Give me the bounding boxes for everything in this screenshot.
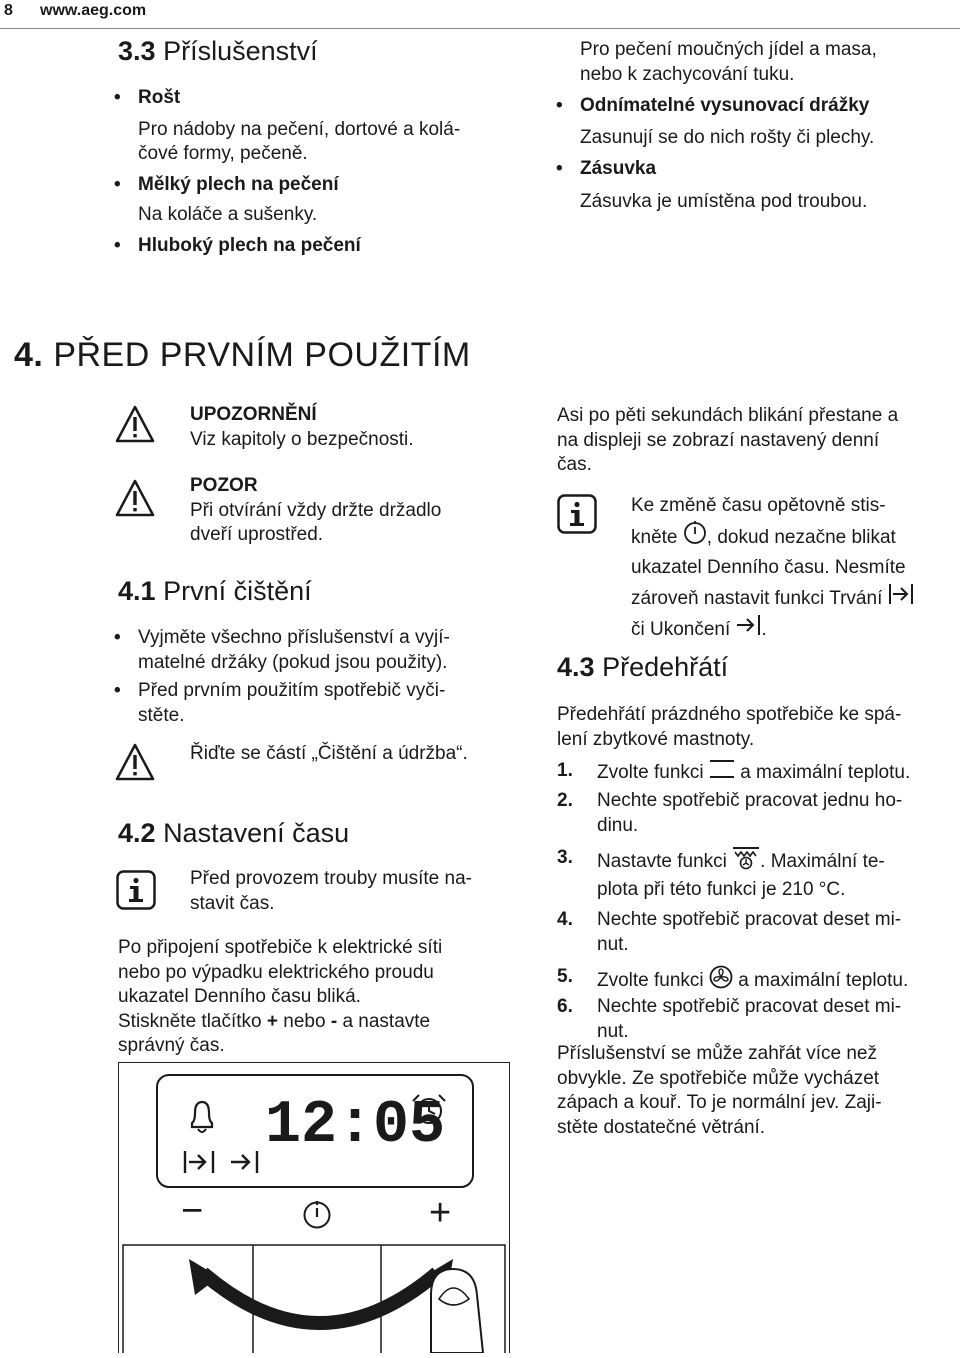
text: plota při této funkci je 210 °C. [597,878,846,900]
info-icon [116,870,156,910]
text: , dokud nezačne blikat [706,526,896,548]
para-line: nebo po výpadku elektrického proudu [118,961,434,983]
para-line: Po připojení spotřebiče k elektrické síti [118,937,443,958]
chapter-title-text: PŘED PRVNÍM POUŽITÍM [53,336,471,374]
para-line: správný čas. [118,1035,225,1056]
preheat-outro [557,1042,957,1140]
desc-line: Zasunují se do nich rošty či plechy. [580,126,875,148]
para-line: lení zbytkové mastnoty. [557,728,755,750]
text: Nechte spotřebič pracovat deset mi- [597,909,902,930]
preheat-steps [557,759,960,1044]
chapter-number: 4. [14,336,44,374]
info-line: Ke změně času opětovně stis- [631,495,886,516]
step-item [557,965,960,995]
section-title-text: Příslušenství [163,36,318,66]
time-info-block [190,867,530,916]
desc-line: Pro pečení moučných jídel a masa, [580,39,877,60]
bullet-icon: • [114,234,121,256]
caution-line: Při otvírání vždy držte držadlo [190,499,442,521]
list-item [114,173,538,198]
para-line: zápach a kouř. To je normální jev. Zaji- [557,1092,882,1113]
bullet-icon: • [114,627,121,648]
cleaning-bullets [114,626,538,728]
text: nut. [597,1020,629,1042]
bullet-icon: • [114,173,121,195]
section-title-text: Nastavení času [163,818,350,848]
section-number: 4.3 [557,652,595,682]
desc-line: čové formy, pečeně. [138,143,308,164]
desc-line: nebo k zachycování tuku. [580,63,795,85]
item-label: Hluboký plech na pečení [138,234,361,256]
text: nut. [597,933,629,955]
text: a maximální teplotu. [734,761,911,783]
item-desc [580,190,960,215]
info-icon [557,494,597,534]
control-panel-drawing [119,1063,509,1353]
bullet-line: matelné držáky (pokud jsou použity). [138,651,448,673]
warning-text: Viz kapitoly o bezpečnosti. [190,428,414,450]
desc-line: Pro nádoby na pečení, dortové a kolá- [138,118,461,140]
step-item [557,995,960,1044]
bullet-line: Vyjměte všechno příslušenství a vyjí- [138,627,450,648]
true-fan-icon [709,965,733,997]
section-4-3-title [557,652,728,683]
info-line [631,583,960,615]
preheat-intro [557,703,957,752]
time-blink-paragraph [557,404,957,478]
control-panel-illustration [118,1062,510,1353]
warning-block [190,403,530,452]
item-label: Rošt [138,87,181,108]
item-desc [580,38,960,87]
caution-block [190,474,530,548]
bullet-line: stěte. [138,704,185,726]
list-item [114,626,538,675]
text: nebo [278,1010,331,1032]
end-time-icon [231,1151,257,1173]
plus-symbol: + [266,1010,279,1032]
clock-button-icon[interactable] [305,1201,330,1228]
text: a nastavte [337,1010,431,1032]
step-item [557,846,960,902]
accessory-list-right [556,38,960,214]
text: kněte [631,526,683,548]
item-desc [580,126,960,151]
step-number: 1. [557,760,573,781]
duration-icon [185,1151,213,1173]
bullet-icon: • [114,680,121,701]
section-4-1-title [118,576,312,607]
plus-button[interactable]: + [429,1192,452,1234]
list-item [556,94,960,119]
section-number: 4.1 [118,576,156,606]
step-number: 6. [557,996,573,1017]
section-number: 3.3 [118,36,156,66]
caution-title: POZOR [190,475,258,496]
chapter-4-title [14,336,471,375]
bullet-icon: • [556,158,563,179]
step-item [557,789,960,838]
para-line: Předehřátí prázdného spotřebiče ke spá- [557,704,902,725]
fan-grill-icon [732,846,760,878]
text: Nastavte funkci [597,850,733,872]
text: . Maximální te- [760,850,885,872]
info-line [631,521,960,555]
text: . [761,618,767,640]
step-item [557,759,960,789]
info-line: Před provozem trouby musíte na- [190,868,472,889]
step-number: 4. [557,909,573,930]
text: Nechte spotřebič pracovat jednu ho- [597,790,903,811]
item-desc [138,118,538,167]
end-time-icon [736,614,762,646]
para-line [118,1010,518,1035]
page-number: 8 [4,2,13,19]
item-label: Odnímatelné vysunovací drážky [580,95,870,116]
para-line: Příslušenství se může zahřát více než [557,1043,877,1064]
section-4-2-title [118,818,349,849]
info-line: ukazatel Denního času. Nesmíte [631,557,906,578]
time-digits: 12:05 [265,1092,446,1160]
bell-icon [192,1102,212,1132]
para-line: Asi po pěti sekundách blikání přestane a [557,405,899,426]
info-line: stavit čas. [190,892,275,914]
clock-button-icon [683,521,707,555]
warning-triangle-icon [114,742,156,782]
minus-button[interactable]: − [181,1190,204,1232]
step-number: 2. [557,790,573,811]
warning-triangle-icon [114,404,156,444]
text: Nechte spotřebič pracovat deset mi- [597,996,902,1017]
time-display [265,1092,445,1160]
para-line: obvykle. Ze spotřebiče může vycházet [557,1067,880,1089]
minus-symbol: - [330,1010,338,1032]
bullet-line: Před prvním použitím spotřebič vyči- [138,680,446,701]
text: Zvolte funkci [597,969,709,991]
bullet-icon: • [114,87,121,108]
section-3-3-title [118,36,318,67]
cleaning-warning-text: Řiďte se částí „Čištění a údržba“. [190,743,468,764]
duration-icon [888,583,914,615]
list-item [556,157,960,182]
para-line: stěte dostatečné větrání. [557,1116,766,1138]
accessory-list-left [114,86,538,258]
finger-icon [431,1269,483,1353]
text: dinu. [597,814,639,836]
section-title-text: Předehřátí [602,652,729,682]
text: a maximální teplotu. [732,969,909,991]
text: či Ukončení [631,618,736,640]
item-desc [138,203,538,228]
item-label: Mělký plech na pečení [138,173,339,195]
para-line: na displeji se zobrazí nastavený denní [557,429,880,451]
section-title-text: První čištění [163,576,312,606]
desc-line: Zásuvka je umístěna pod troubou. [580,190,868,212]
info-line [631,614,960,646]
site-url: www.aeg.com [40,2,147,19]
time-change-info [631,492,960,646]
bullet-icon: • [556,95,563,116]
text: Stiskněte tlačítko [118,1010,267,1032]
list-item [114,679,538,728]
item-label: Zásuvka [580,158,657,179]
list-item [114,234,538,259]
step-number: 5. [557,966,573,987]
step-item [557,908,960,957]
caution-triangle-icon [114,478,156,518]
header-divider [0,28,960,29]
step-number: 3. [557,847,573,868]
list-item [114,86,538,111]
caution-line: dveří uprostřed. [190,524,324,545]
para-line: čas. [557,454,592,475]
para-line: ukazatel Denního času bliká. [118,986,361,1007]
warning-title: UPOZORNĚNÍ [190,404,317,425]
text: Zvolte funkci [597,761,709,783]
conventional-heating-icon [709,759,735,787]
section-number: 4.2 [118,818,156,848]
text: zároveň nastavit funkci Trvání [631,587,888,609]
desc-line: Na koláče a sušenky. [138,204,318,225]
time-paragraph [118,936,518,1059]
